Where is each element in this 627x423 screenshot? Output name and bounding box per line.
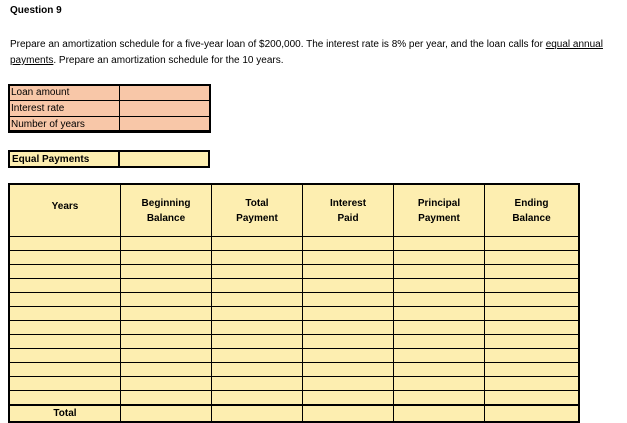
table-row: [9, 391, 579, 406]
ending-balance-cell[interactable]: [485, 251, 580, 265]
principal-payment-cell[interactable]: [394, 349, 485, 363]
ending-balance-cell[interactable]: [485, 349, 580, 363]
table-row: [9, 349, 579, 363]
year-cell[interactable]: [9, 279, 121, 293]
total-payment-sum-cell[interactable]: [212, 405, 303, 422]
table-row: [9, 237, 579, 251]
interest-paid-cell[interactable]: [303, 363, 394, 377]
ending-balance-cell[interactable]: [485, 377, 580, 391]
interest-paid-cell[interactable]: [303, 307, 394, 321]
total-payment-cell[interactable]: [212, 265, 303, 279]
equal-payments-label: Equal Payments: [9, 151, 119, 167]
interest-paid-cell[interactable]: [303, 265, 394, 279]
ending-balance-header: [485, 184, 580, 237]
beginning-balance-header-line1: Beginning: [141, 197, 191, 209]
total-payment-cell[interactable]: [212, 377, 303, 391]
year-cell[interactable]: [9, 377, 121, 391]
beginning-balance-header-line2: Balance: [146, 212, 186, 224]
interest-rate-row: [9, 101, 211, 117]
total-payment-cell[interactable]: [212, 335, 303, 349]
equal-annual-payments-text: equal annual payments: [10, 39, 603, 66]
table-row: [9, 307, 579, 321]
question-text: [10, 37, 610, 69]
equal-payments-row: [9, 151, 209, 167]
total-payment-cell[interactable]: [212, 251, 303, 265]
table-row: [9, 377, 579, 391]
beginning-balance-header: [121, 184, 212, 237]
table-row: [9, 363, 579, 377]
beginning-balance-cell[interactable]: [121, 307, 212, 321]
interest-paid-cell[interactable]: [303, 279, 394, 293]
ending-balance-cell[interactable]: [485, 391, 580, 406]
total-payment-cell[interactable]: [212, 237, 303, 251]
interest-paid-header-line2: Paid: [337, 212, 359, 224]
beginning-balance-cell[interactable]: [121, 321, 212, 335]
year-cell[interactable]: [9, 321, 121, 335]
table-row: [9, 251, 579, 265]
total-label: Total: [9, 405, 121, 422]
equal-payments-cell[interactable]: [119, 151, 209, 167]
total-payment-header-line2: Payment: [236, 212, 278, 224]
year-cell[interactable]: [9, 391, 121, 406]
interest-paid-cell[interactable]: [303, 237, 394, 251]
interest-paid-cell[interactable]: [303, 321, 394, 335]
interest-rate-cell[interactable]: [120, 101, 211, 117]
total-ending-balance-cell[interactable]: [485, 405, 580, 422]
number-of-years-row: [9, 117, 211, 133]
year-cell[interactable]: [9, 293, 121, 307]
ending-balance-cell[interactable]: [485, 307, 580, 321]
principal-payment-cell[interactable]: [394, 307, 485, 321]
beginning-balance-cell[interactable]: [121, 237, 212, 251]
total-payment-header: [212, 184, 303, 237]
number-of-years-label: Number of years: [9, 117, 120, 133]
year-cell[interactable]: [9, 363, 121, 377]
input-table: [8, 84, 211, 133]
interest-paid-header: [303, 184, 394, 237]
principal-payment-cell[interactable]: [394, 237, 485, 251]
total-payment-header-line1: Total: [245, 197, 269, 209]
loan-amount-row: [9, 85, 211, 101]
interest-paid-cell[interactable]: [303, 349, 394, 363]
year-cell[interactable]: [9, 335, 121, 349]
interest-paid-cell[interactable]: [303, 335, 394, 349]
beginning-balance-cell[interactable]: [121, 293, 212, 307]
beginning-balance-cell[interactable]: [121, 377, 212, 391]
ending-balance-cell[interactable]: [485, 321, 580, 335]
interest-paid-cell[interactable]: [303, 377, 394, 391]
interest-paid-header-line1: Interest: [329, 197, 367, 209]
principal-payment-cell[interactable]: [394, 363, 485, 377]
total-row: [9, 405, 579, 422]
principal-payment-header: [394, 184, 485, 237]
principal-payment-cell[interactable]: [394, 377, 485, 391]
principal-payment-header-line1: Principal: [417, 197, 461, 209]
total-payment-cell[interactable]: [212, 307, 303, 321]
ending-balance-cell[interactable]: [485, 237, 580, 251]
table-row: [9, 265, 579, 279]
table-row: [9, 335, 579, 349]
question-text-part1: Prepare an amortization schedule for a five-year loan of $200,000. The interest rate is 8% per year, and the loan calls for: [10, 39, 546, 50]
ending-balance-cell[interactable]: [485, 335, 580, 349]
interest-paid-cell[interactable]: [303, 391, 394, 406]
total-payment-cell[interactable]: [212, 321, 303, 335]
principal-payment-cell[interactable]: [394, 293, 485, 307]
principal-payment-header-line2: Payment: [418, 212, 460, 224]
year-cell[interactable]: [9, 349, 121, 363]
loan-amount-label: Loan amount: [9, 85, 120, 101]
beginning-balance-cell[interactable]: [121, 335, 212, 349]
total-payment-cell[interactable]: [212, 391, 303, 406]
schedule-header-row: [9, 184, 579, 237]
ending-balance-cell[interactable]: [485, 363, 580, 377]
interest-paid-cell[interactable]: [303, 251, 394, 265]
table-row: [9, 279, 579, 293]
number-of-years-cell[interactable]: [120, 117, 211, 133]
principal-payment-cell[interactable]: [394, 251, 485, 265]
table-row: [9, 293, 579, 307]
loan-amount-cell[interactable]: [120, 85, 211, 101]
year-cell[interactable]: [9, 237, 121, 251]
beginning-balance-cell[interactable]: [121, 251, 212, 265]
beginning-balance-cell[interactable]: [121, 349, 212, 363]
principal-payment-cell[interactable]: [394, 391, 485, 406]
ending-balance-cell[interactable]: [485, 265, 580, 279]
total-beginning-balance-cell[interactable]: [121, 405, 212, 422]
total-interest-paid-cell[interactable]: [303, 405, 394, 422]
table-row: [9, 321, 579, 335]
total-payment-cell[interactable]: [212, 279, 303, 293]
years-header-text: Years: [51, 201, 79, 212]
beginning-balance-cell[interactable]: [121, 363, 212, 377]
question-text-part2: . Prepare an amortization schedule for the 10 years.: [53, 55, 284, 66]
interest-rate-label: Interest rate: [9, 101, 120, 117]
beginning-balance-cell[interactable]: [121, 279, 212, 293]
years-header: [9, 184, 121, 237]
ending-balance-cell[interactable]: [485, 279, 580, 293]
year-cell[interactable]: [9, 307, 121, 321]
question-title: Question 9: [10, 5, 62, 16]
beginning-balance-cell[interactable]: [121, 391, 212, 406]
beginning-balance-cell[interactable]: [121, 265, 212, 279]
total-payment-cell[interactable]: [212, 293, 303, 307]
principal-payment-cell[interactable]: [394, 321, 485, 335]
ending-balance-cell[interactable]: [485, 293, 580, 307]
ending-balance-header-line2: Balance: [512, 212, 551, 224]
principal-payment-cell[interactable]: [394, 265, 485, 279]
ending-balance-header-line1: Ending: [514, 197, 549, 209]
amortization-schedule-table: [8, 183, 580, 423]
year-cell[interactable]: [9, 251, 121, 265]
interest-paid-cell[interactable]: [303, 293, 394, 307]
schedule-body: [9, 237, 579, 423]
total-payment-cell[interactable]: [212, 349, 303, 363]
principal-payment-cell[interactable]: [394, 279, 485, 293]
year-cell[interactable]: [9, 265, 121, 279]
total-principal-payment-cell[interactable]: [394, 405, 485, 422]
equal-payments-table: [8, 150, 210, 168]
total-payment-cell[interactable]: [212, 363, 303, 377]
principal-payment-cell[interactable]: [394, 335, 485, 349]
